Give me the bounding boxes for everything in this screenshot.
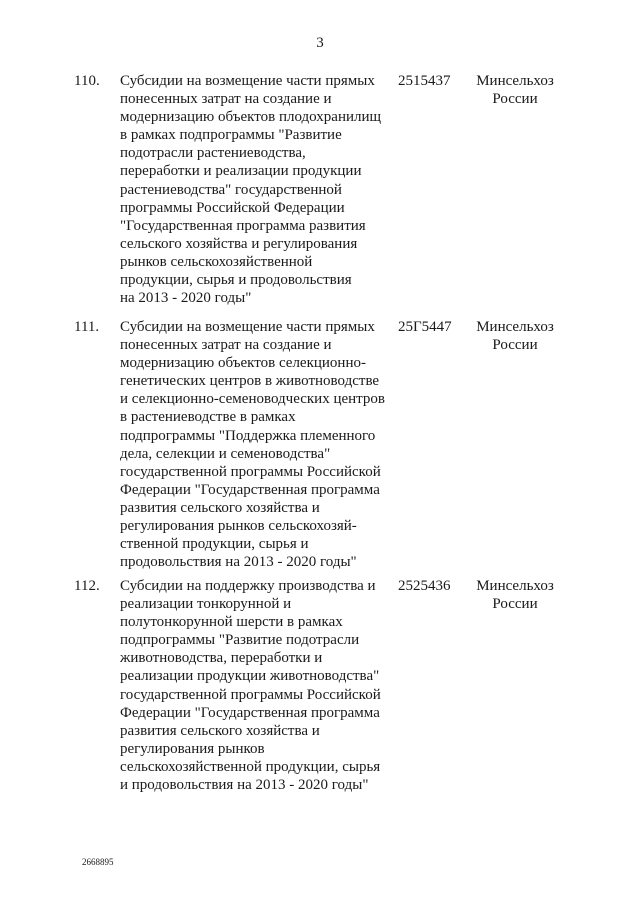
description-line: развития сельского хозяйства и — [120, 499, 320, 516]
description-line: сельскохозяйственной продукции, сырья — [120, 758, 381, 775]
entry-ministry — [470, 72, 560, 108]
description-line: Субсидии на возмещение части прямых — [120, 319, 375, 335]
description-line: генетических центров в животноводстве — [120, 373, 380, 390]
description-line: развития сельского хозяйства и — [120, 722, 320, 739]
entry-number: 110. — [74, 73, 100, 89]
description-line: сельского хозяйства и регулирования — [120, 235, 358, 252]
description-line: рынков сельскохозяйственной — [120, 253, 313, 270]
description-line: реализации продукции животноводства" — [120, 668, 380, 685]
entry-description — [120, 577, 390, 794]
description-line: в рамках подпрограммы "Развитие — [120, 127, 342, 144]
description-line: полутонкорунной шерсти в рамках — [120, 614, 343, 631]
ministry-line: Минсельхоз — [476, 73, 554, 89]
entry-ministry — [470, 318, 560, 354]
description-line: и продовольствия на 2013 - 2020 годы" — [120, 777, 369, 794]
description-line: на 2013 - 2020 годы" — [120, 290, 252, 307]
description-line: государственной программы Российской — [120, 463, 381, 480]
description-line: регулирования рынков — [120, 740, 265, 757]
description-line: и селекционно-семеноводческих центров — [120, 391, 385, 408]
description-line: подотрасли растениеводства, — [120, 145, 306, 162]
description-line: дела, селекции и семеноводства" — [120, 445, 331, 462]
description-line: понесенных затрат на создание и — [120, 337, 332, 354]
entry-description — [120, 318, 390, 571]
description-line: продовольствия на 2013 - 2020 годы" — [120, 554, 357, 571]
entry-ministry — [470, 577, 560, 613]
description-line: подпрограммы "Поддержка племенного — [120, 427, 376, 444]
description-line: модернизацию объектов плодохранилищ — [120, 109, 382, 126]
description-line: государственной программы Российской — [120, 686, 381, 703]
description-line: "Государственная программа развития — [120, 217, 366, 234]
description-line: программы Российской Федерации — [120, 199, 345, 216]
entry-code: 2525436 — [398, 578, 451, 594]
entry-description — [120, 72, 390, 307]
description-line: переработки и реализации продукции — [120, 163, 362, 180]
description-line: Федерации "Государственная программа — [120, 704, 380, 721]
description-line: реализации тонкорунной и — [120, 596, 292, 613]
description-line: Субсидии на возмещение части прямых — [120, 73, 375, 89]
description-line: понесенных затрат на создание и — [120, 91, 332, 108]
ministry-line: России — [492, 337, 538, 354]
ministry-line: Минсельхоз — [476, 319, 554, 335]
description-line: подпрограммы "Развитие подотрасли — [120, 632, 360, 649]
description-line: Федерации "Государственная программа — [120, 481, 380, 498]
entry-code: 2515437 — [398, 73, 451, 89]
footer-document-code: 2668895 — [82, 857, 114, 867]
description-line: Субсидии на поддержку производства и — [120, 578, 376, 594]
description-line: продукции, сырья и продовольствия — [120, 272, 352, 289]
ministry-line: Минсельхоз — [476, 578, 554, 594]
description-line: животноводства, переработки и — [120, 650, 323, 667]
entry-number: 112. — [74, 578, 100, 594]
description-line: регулирования рынков сельскохозяй- — [120, 518, 357, 535]
entry-number: 111. — [74, 319, 100, 335]
entry-code: 25Г5447 — [398, 319, 452, 335]
ministry-line: России — [492, 91, 538, 108]
description-line: ственной продукции, сырья и — [120, 536, 309, 553]
description-line: растениеводства" государственной — [120, 181, 342, 198]
description-line: в растениеводстве в рамках — [120, 409, 296, 426]
description-line: модернизацию объектов селекционно- — [120, 355, 366, 372]
ministry-line: России — [492, 596, 538, 613]
page-number: 3 — [316, 35, 324, 51]
